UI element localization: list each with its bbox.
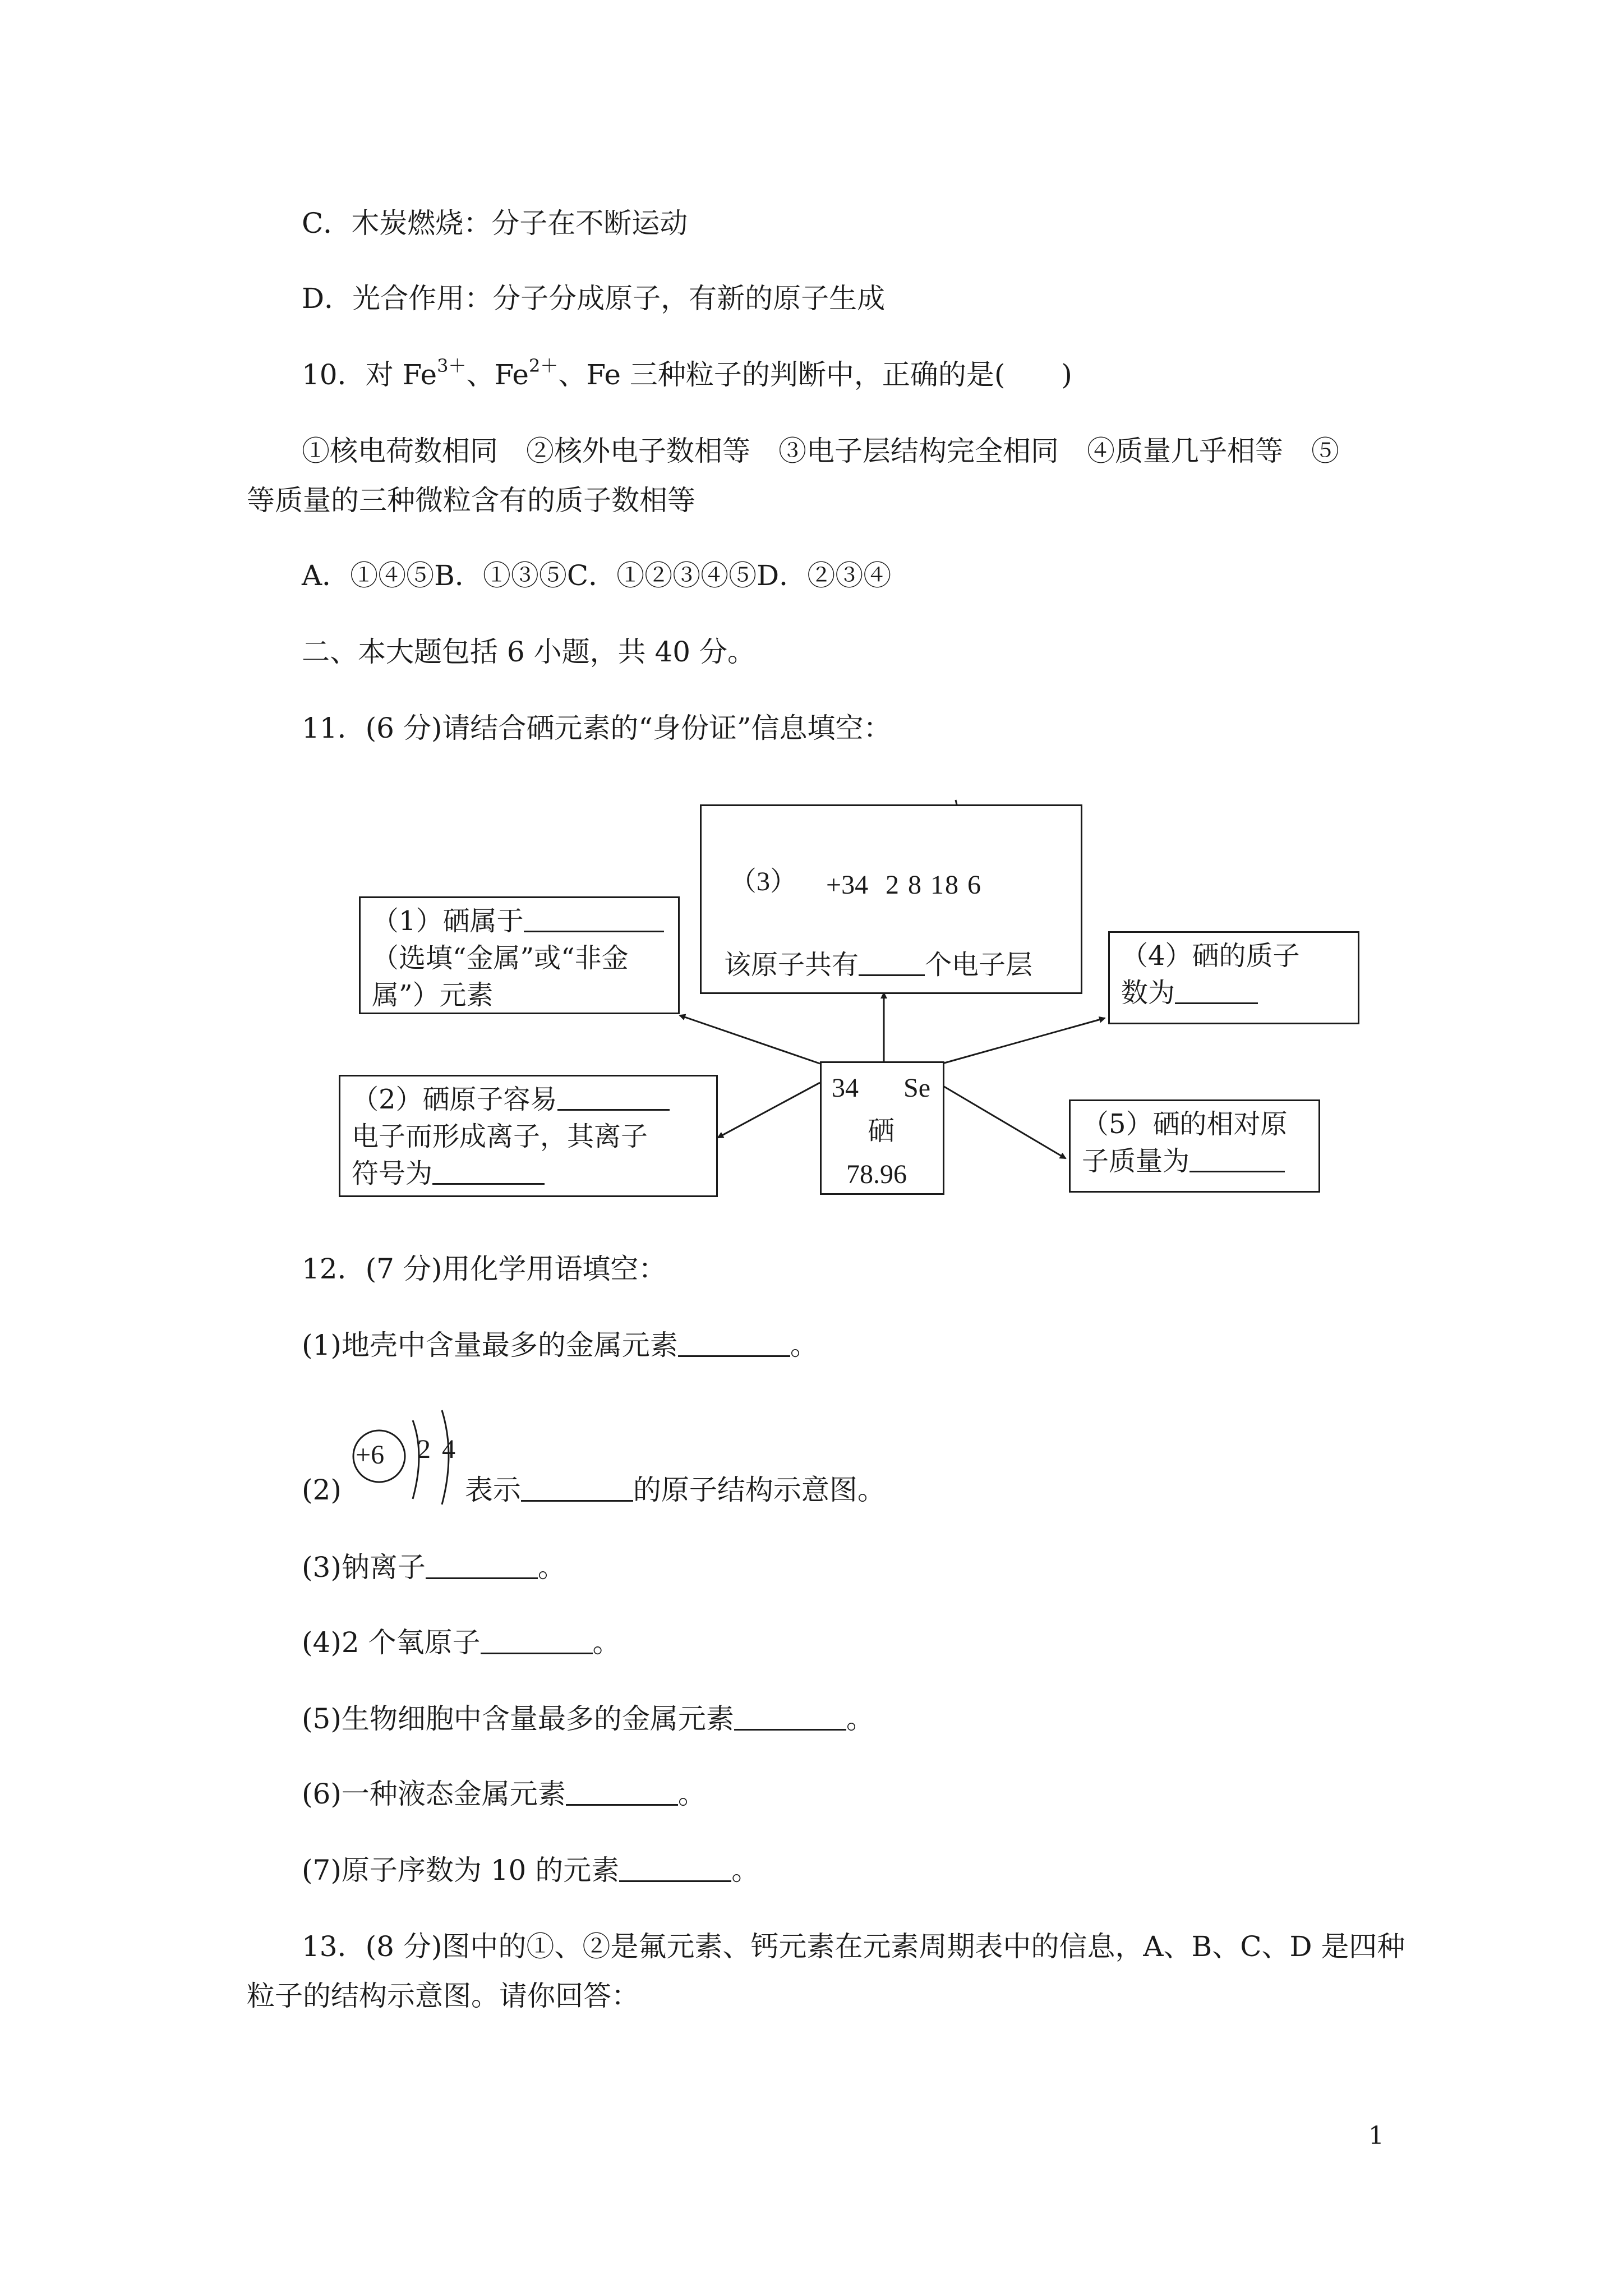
box-5-line-1: （5）硒的相对原 xyxy=(1082,1108,1288,1140)
box-3-line-2b: 个电子层 xyxy=(925,949,1033,981)
q12-item-2 xyxy=(302,1473,886,1507)
element-number: 34 xyxy=(832,1073,859,1103)
q10-stem-a: 10．对 Fe xyxy=(302,358,437,391)
box-3-line-2a: 该原子共有 xyxy=(724,949,859,981)
q10-sup-1: 3＋ xyxy=(437,355,467,376)
q12-item-3-text: (3)钠离子 xyxy=(302,1551,426,1584)
q12-item-6 xyxy=(302,1777,706,1811)
box-2-blank-1[interactable] xyxy=(557,1084,670,1111)
box-4-line-1: （4）硒的质子 xyxy=(1121,940,1300,972)
box-4-blank[interactable] xyxy=(1175,978,1258,1004)
selenium-box-4 xyxy=(1108,931,1359,1024)
arrow-to-box-5 xyxy=(942,1085,1066,1158)
selenium-box-3 xyxy=(700,804,1082,994)
section-2-heading: 二、本大题包括 6 小题，共 40 分。 xyxy=(302,636,756,668)
arrow-to-box-4 xyxy=(942,1018,1105,1064)
q13-line-2: 粒子的结构示意图。请你回答： xyxy=(247,1980,639,2012)
box-2-line-2: 电子而形成离子，其离子 xyxy=(352,1121,648,1152)
q12-item-7 xyxy=(302,1853,759,1887)
q12-item-3 xyxy=(302,1550,566,1584)
box-2-blank-2[interactable] xyxy=(432,1158,545,1185)
box-5-blank[interactable] xyxy=(1189,1146,1285,1172)
box-3-blank[interactable] xyxy=(859,950,925,976)
element-symbol: Se xyxy=(903,1073,930,1103)
q12-item-3-end: 。 xyxy=(537,1551,566,1584)
q12-item-2-text: 表示 xyxy=(464,1474,521,1506)
se-shell-electrons: 2 8 18 6 xyxy=(886,870,982,900)
box-1-blank[interactable] xyxy=(524,906,664,932)
q11-stem: 11．(6 分)请结合硒元素的“身份证”信息填空： xyxy=(302,712,892,744)
q12-item-6-blank[interactable] xyxy=(566,1779,678,1806)
q12-item-5-end: 。 xyxy=(846,1703,874,1735)
q12-item-4-end: 。 xyxy=(592,1626,621,1659)
q13-line-1: 13．(8 分)图中的①、②是氟元素、钙元素在元素周期表中的信息，A、B、C、D 是四种 xyxy=(302,1930,1405,1963)
box-1-line-1: （1）硒属于 xyxy=(372,905,524,937)
c-shell-electrons: 2 4 xyxy=(417,1434,458,1464)
selenium-box-1 xyxy=(359,896,680,1014)
q12-item-1-blank[interactable] xyxy=(678,1331,790,1357)
q10-stem-b: 、Fe xyxy=(466,358,529,391)
q12-stem: 12．(7 分)用化学用语填空： xyxy=(302,1253,667,1285)
q12-item-2-blank[interactable] xyxy=(521,1475,633,1502)
page-number: 1 xyxy=(1368,2122,1384,2150)
q12-item-5 xyxy=(302,1702,874,1736)
q10-items-line-2: 等质量的三种微粒含有的质子数相等 xyxy=(247,484,695,517)
q12-item-1-text: (1)地壳中含量最多的金属元素 xyxy=(302,1329,678,1361)
q12-item-3-blank[interactable] xyxy=(426,1553,538,1579)
q10-sup-2: 2＋ xyxy=(529,355,559,376)
arrow-to-box-1 xyxy=(680,1015,820,1064)
q12-item-5-text: (5)生物细胞中含量最多的金属元素 xyxy=(302,1703,734,1735)
selenium-box-2 xyxy=(339,1075,718,1197)
element-mass: 78.96 xyxy=(846,1159,907,1189)
q12-item-1-end: 。 xyxy=(790,1329,818,1361)
q12-item-4-text: (4)2 个氧原子 xyxy=(302,1626,481,1659)
c-nucleus-label: +6 xyxy=(356,1440,385,1470)
element-name: 硒 xyxy=(868,1115,895,1147)
q12-item-7-text: (7)原子序数为 10 的元素 xyxy=(302,1854,620,1887)
box-1-line-3: 属”）元素 xyxy=(372,979,494,1011)
q12-item-5-blank[interactable] xyxy=(734,1704,846,1731)
q12-item-4-blank[interactable] xyxy=(481,1628,593,1654)
q10-stem-c: 、Fe 三种粒子的判断中，正确的是( ) xyxy=(558,358,1072,391)
q10-options: A．①④⑤B．①③⑤C．①②③④⑤D．②③④ xyxy=(302,559,892,592)
arrow-to-box-2 xyxy=(718,1083,820,1138)
q12-item-4 xyxy=(302,1626,621,1659)
q9-option-c: C．木炭燃烧：分子在不断运动 xyxy=(302,207,688,240)
selenium-box-5 xyxy=(1069,1099,1320,1193)
q12-item-7-end: 。 xyxy=(731,1854,760,1887)
box-1-line-2: （选填“金属”或“非金 xyxy=(372,942,629,974)
selenium-element-card xyxy=(820,1061,944,1195)
box-2-line-1: （2）硒原子容易 xyxy=(352,1084,557,1115)
q12-item-7-blank[interactable] xyxy=(619,1856,731,1882)
q12-item-2-label: (2) xyxy=(302,1474,342,1506)
box-5-line-2: 子质量为 xyxy=(1082,1145,1190,1177)
q12-item-6-end: 。 xyxy=(677,1778,706,1810)
q12-item-6-text: (6)一种液态金属元素 xyxy=(302,1778,566,1810)
box-2-line-3: 符号为 xyxy=(352,1158,433,1189)
box-3-label: （3） xyxy=(730,867,797,896)
q12-item-1 xyxy=(302,1328,818,1362)
q9-option-d: D．光合作用：分子分成原子，有新的原子生成 xyxy=(302,282,886,315)
se-nucleus-label: +34 xyxy=(826,870,869,900)
box-4-line-2: 数为 xyxy=(1121,977,1175,1009)
q10-items-line-1: ①核电荷数相同 ②核外电子数相等 ③电子层结构完全相同 ④质量几乎相等 ⑤ xyxy=(302,435,1339,467)
q12-item-2-end: 的原子结构示意图。 xyxy=(633,1474,886,1506)
